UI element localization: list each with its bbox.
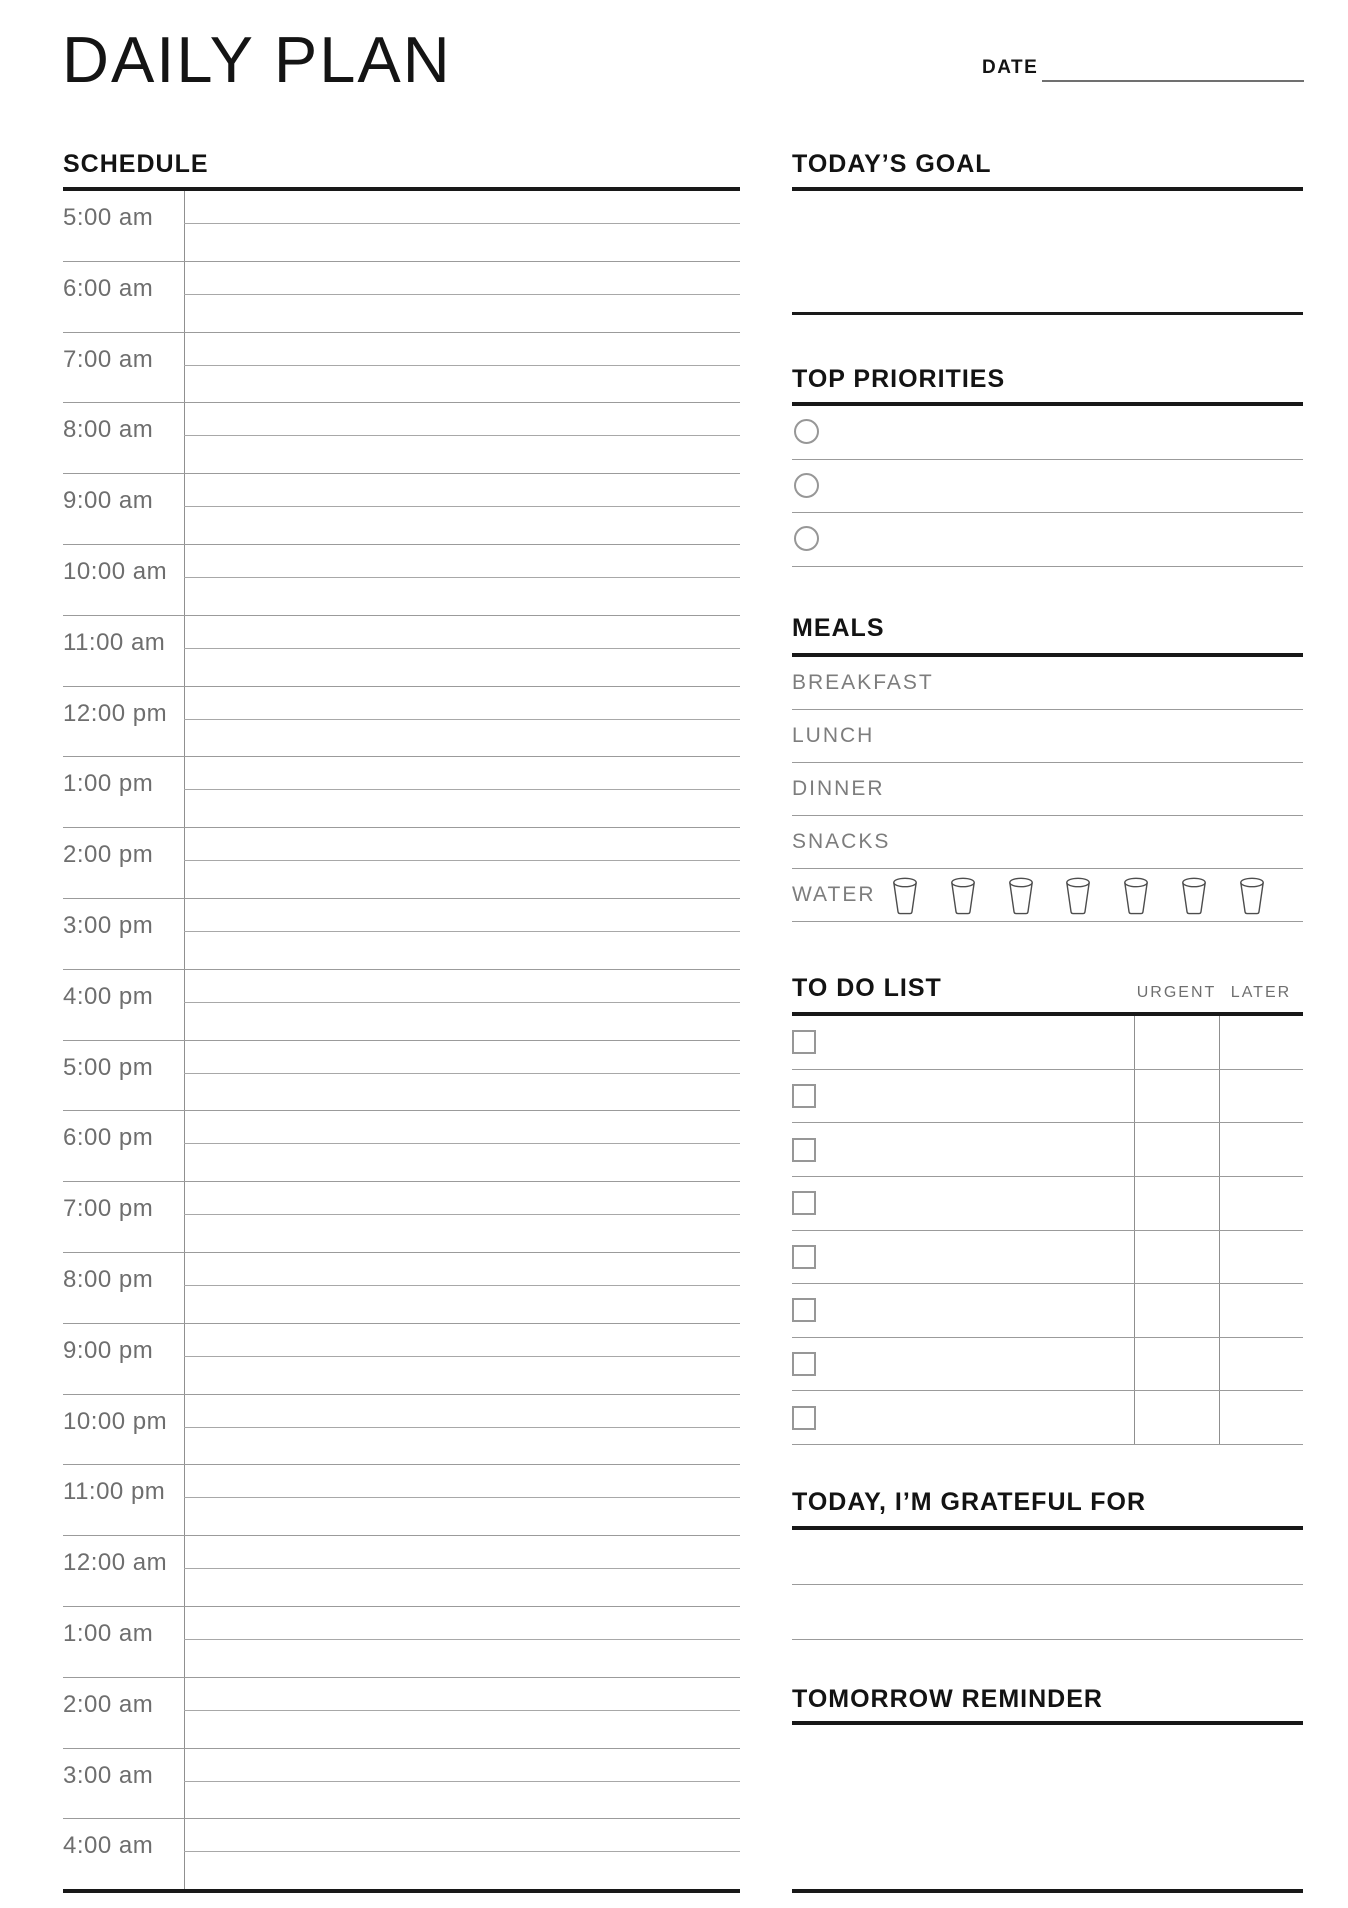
todo-task-line[interactable] (826, 1177, 1133, 1230)
schedule-time-label: 11:00 pm (63, 1478, 166, 1506)
todo-column-later-label: LATER (1230, 984, 1292, 1001)
meal-row-breakfast[interactable] (792, 657, 1303, 710)
todo-later-cell[interactable] (1219, 1123, 1303, 1176)
water-cup-icon (1008, 877, 1034, 915)
schedule-row (63, 1749, 740, 1820)
todays-goal-heading: TODAY’S GOAL (792, 150, 992, 178)
schedule-row (63, 616, 740, 687)
meal-label: SNACKS (792, 830, 891, 853)
priority-entry-line[interactable] (832, 406, 1303, 459)
schedule-time-label: 7:00 pm (63, 1195, 154, 1223)
todo-urgent-cell[interactable] (1134, 1338, 1219, 1391)
water-cup-icon (950, 877, 976, 915)
todo-column-urgent-label: URGENT (1136, 984, 1217, 1001)
schedule-entry-area[interactable] (184, 1749, 740, 1819)
schedule-row (63, 333, 740, 404)
todo-urgent-cell[interactable] (1134, 1070, 1219, 1123)
schedule-row (63, 1819, 740, 1889)
priority-row (792, 406, 1303, 460)
meal-row-dinner[interactable] (792, 763, 1303, 816)
todo-urgent-cell[interactable] (1134, 1123, 1219, 1176)
priority-circle[interactable] (794, 526, 819, 551)
schedule-entry-area[interactable] (184, 1253, 740, 1323)
schedule-entry-area[interactable] (184, 1182, 740, 1252)
water-cup-tracker (892, 869, 1265, 921)
todo-task-line[interactable] (826, 1016, 1133, 1069)
todo-later-cell[interactable] (1219, 1070, 1303, 1123)
schedule-row (63, 1182, 740, 1253)
todo-row (792, 1177, 1303, 1231)
schedule-time-label: 1:00 am (63, 1619, 154, 1647)
schedule-entry-area[interactable] (184, 1607, 740, 1677)
priority-entry-line[interactable] (832, 460, 1303, 513)
schedule-time-label: 12:00 am (63, 1549, 168, 1577)
todo-checkbox[interactable] (792, 1298, 816, 1322)
schedule-entry-area[interactable] (184, 1041, 740, 1111)
schedule-entry-area[interactable] (184, 545, 740, 615)
grateful-heading: TODAY, I’M GRATEFUL FOR (792, 1488, 1147, 1516)
meal-label: DINNER (792, 777, 885, 800)
schedule-time-label: 2:00 pm (63, 841, 154, 869)
todo-row (792, 1016, 1303, 1070)
meal-label: LUNCH (792, 724, 875, 747)
schedule-row (63, 1111, 740, 1182)
schedule-row (63, 1324, 740, 1395)
todo-later-cell[interactable] (1219, 1284, 1303, 1337)
schedule-entry-area[interactable] (184, 970, 740, 1040)
schedule-row (63, 899, 740, 970)
todo-checkbox[interactable] (792, 1406, 816, 1430)
schedule-entry-area[interactable] (184, 1395, 740, 1465)
todo-checkbox[interactable] (792, 1245, 816, 1269)
water-cup-icon (1065, 877, 1091, 915)
priority-circle[interactable] (794, 419, 819, 444)
todo-task-line[interactable] (826, 1284, 1133, 1337)
schedule-row (63, 1041, 740, 1112)
todo-checkbox[interactable] (792, 1352, 816, 1376)
schedule-time-label: 8:00 am (63, 416, 154, 444)
todo-later-cell[interactable] (1219, 1391, 1303, 1444)
schedule-time-label: 9:00 pm (63, 1336, 154, 1364)
meals-table (792, 653, 1303, 922)
water-cup-icon (1181, 877, 1207, 915)
water-cup-icon (892, 877, 918, 915)
todo-urgent-cell[interactable] (1134, 1177, 1219, 1230)
schedule-entry-area[interactable] (184, 1111, 740, 1181)
date-label: DATE (982, 57, 1039, 78)
schedule-row (63, 1395, 740, 1466)
todo-checkbox[interactable] (792, 1138, 816, 1162)
schedule-row (63, 970, 740, 1041)
priority-row (792, 460, 1303, 514)
schedule-time-label: 10:00 pm (63, 1407, 168, 1435)
todo-row (792, 1284, 1303, 1338)
meal-row-water (792, 869, 1303, 922)
todo-row (792, 1231, 1303, 1285)
schedule-table (63, 187, 740, 1893)
top-priorities-heading: TOP PRIORITIES (792, 365, 1006, 393)
schedule-time-label: 8:00 pm (63, 1265, 154, 1293)
todo-urgent-cell[interactable] (1134, 1231, 1219, 1284)
grateful-section (792, 1526, 1303, 1640)
tomorrow-reminder-heading: TOMORROW REMINDER (792, 1685, 1103, 1713)
schedule-entry-area[interactable] (184, 687, 740, 757)
todo-checkbox[interactable] (792, 1084, 816, 1108)
todo-row (792, 1070, 1303, 1124)
todo-header (792, 973, 1303, 1012)
schedule-time-label: 11:00 am (63, 628, 166, 656)
page-title: DAILY PLAN (62, 23, 452, 96)
todo-task-line[interactable] (826, 1391, 1133, 1444)
priority-entry-line[interactable] (832, 513, 1303, 566)
todo-checkbox[interactable] (792, 1191, 816, 1215)
schedule-time-label: 2:00 am (63, 1690, 154, 1718)
schedule-entry-area[interactable] (184, 1465, 740, 1535)
schedule-row (63, 1536, 740, 1607)
todo-task-line[interactable] (826, 1070, 1133, 1123)
todo-row (792, 1123, 1303, 1177)
water-cup-icon (1239, 877, 1265, 915)
schedule-heading: SCHEDULE (63, 150, 209, 178)
schedule-time-label: 3:00 am (63, 1761, 154, 1789)
schedule-entry-area[interactable] (184, 1678, 740, 1748)
water-label: WATER (792, 883, 876, 906)
todo-task-line[interactable] (826, 1123, 1133, 1176)
schedule-entry-area[interactable] (184, 474, 740, 544)
grateful-entry-line[interactable] (792, 1585, 1303, 1640)
schedule-row (63, 403, 740, 474)
meal-row-lunch[interactable] (792, 710, 1303, 763)
schedule-entry-area[interactable] (184, 1324, 740, 1394)
todo-row (792, 1391, 1303, 1445)
todo-later-cell[interactable] (1219, 1338, 1303, 1391)
meals-heading: MEALS (792, 614, 885, 642)
todo-later-cell[interactable] (1219, 1016, 1303, 1069)
todo-checkbox[interactable] (792, 1030, 816, 1054)
schedule-time-label: 4:00 pm (63, 982, 154, 1010)
schedule-time-label: 1:00 pm (63, 770, 154, 798)
schedule-time-label: 4:00 am (63, 1832, 154, 1860)
todo-table (792, 1012, 1303, 1445)
schedule-row (63, 757, 740, 828)
schedule-entry-area[interactable] (184, 1819, 740, 1889)
schedule-entry-area[interactable] (184, 333, 740, 403)
water-cup-icon (1123, 877, 1149, 915)
todo-urgent-cell[interactable] (1134, 1016, 1219, 1069)
schedule-row (63, 545, 740, 616)
schedule-entry-area[interactable] (184, 1536, 740, 1606)
todo-heading: TO DO LIST (792, 974, 942, 1002)
schedule-row (63, 1607, 740, 1678)
schedule-time-label: 10:00 am (63, 557, 168, 585)
todo-task-line[interactable] (826, 1338, 1133, 1391)
todo-later-cell[interactable] (1219, 1177, 1303, 1230)
todo-task-line[interactable] (826, 1231, 1133, 1284)
date-input-line[interactable] (1042, 80, 1304, 82)
priority-row (792, 513, 1303, 567)
schedule-row (63, 1253, 740, 1324)
schedule-entry-area[interactable] (184, 262, 740, 332)
schedule-entry-area[interactable] (184, 191, 740, 261)
schedule-entry-area[interactable] (184, 757, 740, 827)
schedule-time-label: 5:00 pm (63, 1053, 154, 1081)
schedule-row (63, 687, 740, 758)
schedule-row (63, 1465, 740, 1536)
schedule-row (63, 1678, 740, 1749)
todo-urgent-cell[interactable] (1134, 1391, 1219, 1444)
schedule-entry-area[interactable] (184, 403, 740, 473)
schedule-row (63, 191, 740, 262)
schedule-time-label: 9:00 am (63, 487, 154, 515)
schedule-row (63, 262, 740, 333)
schedule-time-label: 6:00 am (63, 274, 154, 302)
schedule-time-label: 3:00 pm (63, 911, 154, 939)
todo-row (792, 1338, 1303, 1392)
meal-label: BREAKFAST (792, 671, 934, 694)
schedule-entry-area[interactable] (184, 616, 740, 686)
top-priorities-list (792, 402, 1303, 567)
todo-later-cell[interactable] (1219, 1231, 1303, 1284)
grateful-entry-line[interactable] (792, 1530, 1303, 1585)
todo-urgent-cell[interactable] (1134, 1284, 1219, 1337)
schedule-row (63, 828, 740, 899)
schedule-row (63, 474, 740, 545)
schedule-time-label: 5:00 am (63, 204, 154, 231)
todays-goal-entry-area[interactable] (792, 187, 1303, 315)
tomorrow-reminder-entry-area[interactable] (792, 1721, 1303, 1893)
priority-circle[interactable] (794, 473, 819, 498)
schedule-entry-area[interactable] (184, 828, 740, 898)
schedule-time-label: 7:00 am (63, 345, 154, 373)
schedule-time-label: 6:00 pm (63, 1124, 154, 1152)
meal-row-snacks[interactable] (792, 816, 1303, 869)
schedule-time-label: 12:00 pm (63, 699, 168, 727)
schedule-entry-area[interactable] (184, 899, 740, 969)
